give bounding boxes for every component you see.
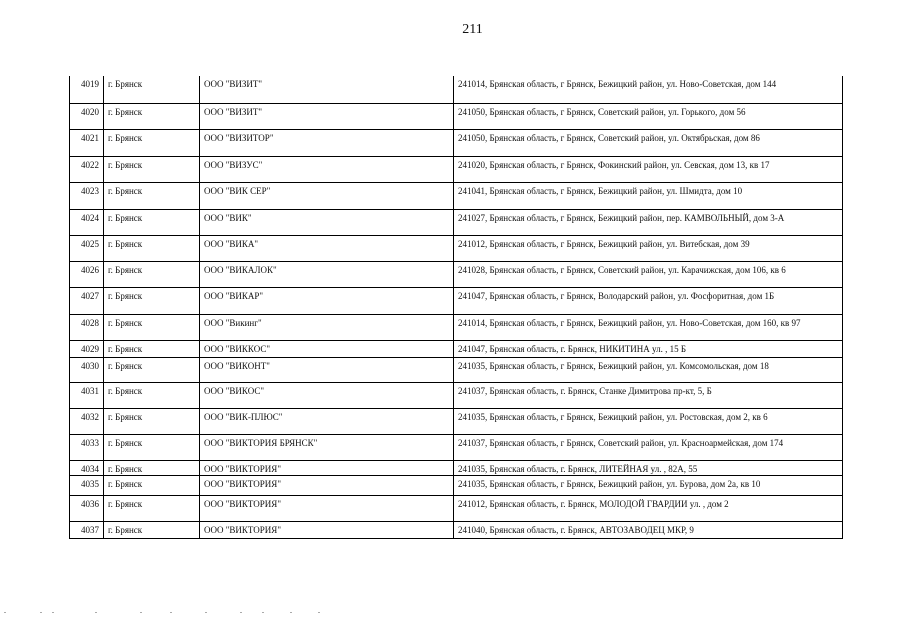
row-city: г. Брянск bbox=[104, 357, 200, 382]
table-row bbox=[70, 182, 843, 209]
row-city: г. Брянск bbox=[104, 182, 200, 209]
row-city: г. Брянск bbox=[104, 495, 200, 521]
row-address: 241040, Брянская область, г. Брянск, АВТОЗАВОДЕЦ МКР, 9 bbox=[454, 521, 843, 538]
row-address: 241037, Брянская область, г. Брянск, Станке Димитрова пр-кт, 5, Б bbox=[454, 382, 843, 408]
table-row bbox=[70, 357, 843, 382]
row-city: г. Брянск bbox=[104, 129, 200, 156]
row-organization: ООО "ВИКТОРИЯ" bbox=[200, 475, 454, 495]
table-row bbox=[70, 340, 843, 357]
row-organization: ООО "ВИКАР" bbox=[200, 287, 454, 314]
row-organization: ООО "ВИКОС" bbox=[200, 382, 454, 408]
row-organization: ООО "ВИКАЛОК" bbox=[200, 261, 454, 287]
row-city: г. Брянск bbox=[104, 408, 200, 434]
row-organization: ООО "ВИЗУС" bbox=[200, 156, 454, 182]
table-row bbox=[70, 408, 843, 434]
scan-speck bbox=[52, 612, 54, 613]
row-address: 241012, Брянская область, г. Брянск, МОЛОДОЙ ГВАРДИИ ул. , дом 2 bbox=[454, 495, 843, 521]
scan-speck bbox=[4, 612, 6, 613]
row-number: 4033 bbox=[70, 434, 104, 460]
scan-speck bbox=[240, 612, 242, 613]
table-row bbox=[70, 287, 843, 314]
table-row bbox=[70, 156, 843, 182]
row-city: г. Брянск bbox=[104, 103, 200, 129]
table-row bbox=[70, 76, 843, 103]
row-number: 4024 bbox=[70, 209, 104, 235]
scan-speck bbox=[290, 612, 292, 613]
row-organization: ООО "ВИКА" bbox=[200, 235, 454, 261]
row-city: г. Брянск bbox=[104, 460, 200, 475]
row-number: 4035 bbox=[70, 475, 104, 495]
row-address: 241047, Брянская область, г Брянск, Володарский район, ул. Фосфоритная, дом 1Б bbox=[454, 287, 843, 314]
scan-speck bbox=[140, 612, 142, 613]
table-row bbox=[70, 521, 843, 538]
row-city: г. Брянск bbox=[104, 340, 200, 357]
row-organization: ООО "ВИЗИТОР" bbox=[200, 129, 454, 156]
row-city: г. Брянск bbox=[104, 475, 200, 495]
table-row bbox=[70, 460, 843, 475]
table-row bbox=[70, 314, 843, 340]
row-address: 241020, Брянская область, г Брянск, Фокинский район, ул. Севская, дом 13, кв 17 bbox=[454, 156, 843, 182]
row-number: 4031 bbox=[70, 382, 104, 408]
table-row bbox=[70, 495, 843, 521]
scan-speck bbox=[95, 612, 97, 613]
table-row bbox=[70, 235, 843, 261]
row-organization: ООО "ВИКТОРИЯ" bbox=[200, 495, 454, 521]
row-number: 4026 bbox=[70, 261, 104, 287]
row-city: г. Брянск bbox=[104, 261, 200, 287]
table-row bbox=[70, 209, 843, 235]
scan-speck bbox=[262, 612, 264, 613]
row-address: 241050, Брянская область, г Брянск, Советский район, ул. Горького, дом 56 bbox=[454, 103, 843, 129]
row-organization: ООО "Викинг" bbox=[200, 314, 454, 340]
scan-speck bbox=[318, 612, 320, 613]
row-address: 241037, Брянская область, г Брянск, Советский район, ул. Красноармейская, дом 174 bbox=[454, 434, 843, 460]
row-number: 4030 bbox=[70, 357, 104, 382]
row-address: 241014, Брянская область, г Брянск, Бежицкий район, ул. Ново-Советская, дом 160, кв 97 bbox=[454, 314, 843, 340]
row-city: г. Брянск bbox=[104, 287, 200, 314]
scan-speck bbox=[205, 612, 207, 613]
row-address: 241028, Брянская область, г Брянск, Советский район, ул. Карачижская, дом 106, кв 6 bbox=[454, 261, 843, 287]
table-body bbox=[70, 76, 843, 538]
row-organization: ООО "ВИКТОРИЯ" bbox=[200, 521, 454, 538]
row-number: 4021 bbox=[70, 129, 104, 156]
table-row bbox=[70, 261, 843, 287]
row-organization: ООО "ВИКОНТ" bbox=[200, 357, 454, 382]
row-address: 241035, Брянская область, г. Брянск, ЛИТЕЙНАЯ ул. , 82А, 55 bbox=[454, 460, 843, 475]
row-organization: ООО "ВИК-ПЛЮС" bbox=[200, 408, 454, 434]
row-city: г. Брянск bbox=[104, 76, 200, 103]
table-row bbox=[70, 129, 843, 156]
row-city: г. Брянск bbox=[104, 156, 200, 182]
row-city: г. Брянск bbox=[104, 235, 200, 261]
row-number: 4034 bbox=[70, 460, 104, 475]
row-number: 4032 bbox=[70, 408, 104, 434]
table-row bbox=[70, 382, 843, 408]
row-number: 4023 bbox=[70, 182, 104, 209]
table-row bbox=[70, 475, 843, 495]
row-number: 4036 bbox=[70, 495, 104, 521]
row-address: 241035, Брянская область, г Брянск, Бежицкий район, ул. Ростовская, дом 2, кв 6 bbox=[454, 408, 843, 434]
row-number: 4025 bbox=[70, 235, 104, 261]
row-number: 4019 bbox=[70, 76, 104, 103]
organizations-table bbox=[69, 76, 843, 539]
row-city: г. Брянск bbox=[104, 314, 200, 340]
row-address: 241012, Брянская область, г Брянск, Бежицкий район, ул. Витебская, дом 39 bbox=[454, 235, 843, 261]
row-address: 241014, Брянская область, г Брянск, Бежицкий район, ул. Ново-Советская, дом 144 bbox=[454, 76, 843, 103]
row-number: 4029 bbox=[70, 340, 104, 357]
row-number: 4028 bbox=[70, 314, 104, 340]
row-organization: ООО "ВИКТОРИЯ БРЯНСК" bbox=[200, 434, 454, 460]
row-organization: ООО "ВИКТОРИЯ" bbox=[200, 460, 454, 475]
row-address: 241050, Брянская область, г Брянск, Советский район, ул. Октябрьская, дом 86 bbox=[454, 129, 843, 156]
row-number: 4022 bbox=[70, 156, 104, 182]
row-organization: ООО "ВИККОС" bbox=[200, 340, 454, 357]
row-number: 4027 bbox=[70, 287, 104, 314]
row-address: 241027, Брянская область, г Брянск, Бежицкий район, пер. КАМВОЛЬНЫЙ, дом 3-А bbox=[454, 209, 843, 235]
row-organization: ООО "ВИК СЕР" bbox=[200, 182, 454, 209]
page-number: 211 bbox=[462, 22, 483, 37]
scan-noise bbox=[0, 612, 905, 622]
row-organization: ООО "ВИЗИТ" bbox=[200, 103, 454, 129]
row-organization: ООО "ВИК" bbox=[200, 209, 454, 235]
scan-speck bbox=[40, 612, 42, 613]
table-row bbox=[70, 103, 843, 129]
row-address: 241035, Брянская область, г Брянск, Бежицкий район, ул. Комсомольская, дом 18 bbox=[454, 357, 843, 382]
row-city: г. Брянск bbox=[104, 434, 200, 460]
row-number: 4037 bbox=[70, 521, 104, 538]
row-address: 241047, Брянская область, г. Брянск, НИКИТИНА ул. , 15 Б bbox=[454, 340, 843, 357]
table-row bbox=[70, 434, 843, 460]
row-organization: ООО "ВИЗИТ" bbox=[200, 76, 454, 103]
scan-speck bbox=[170, 612, 172, 613]
row-number: 4020 bbox=[70, 103, 104, 129]
row-city: г. Брянск bbox=[104, 382, 200, 408]
row-city: г. Брянск bbox=[104, 521, 200, 538]
row-address: 241035, Брянская область, г Брянск, Бежицкий район, ул. Бурова, дом 2а, кв 10 bbox=[454, 475, 843, 495]
row-city: г. Брянск bbox=[104, 209, 200, 235]
row-address: 241041, Брянская область, г Брянск, Бежицкий район, ул. Шмидта, дом 10 bbox=[454, 182, 843, 209]
